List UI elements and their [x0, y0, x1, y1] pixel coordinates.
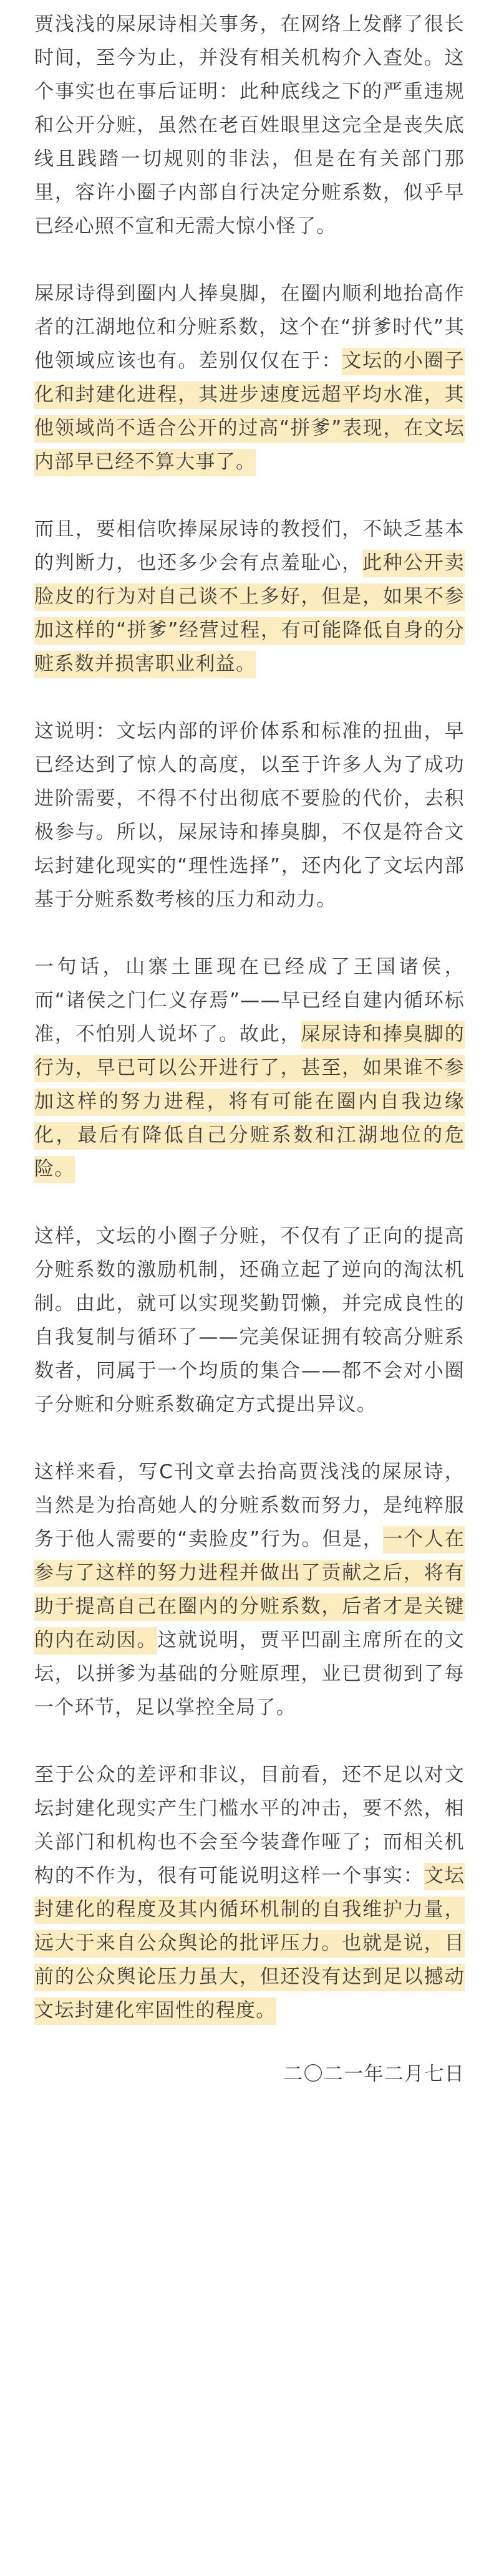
article [34, 7, 465, 2091]
paragraph-5 [34, 950, 465, 1186]
paragraph-text: 这样，文坛的小圈子分赃，不仅有了正向的提高分赃系数的激励机制，还确立起了逆向的淘汰机制。由此，就可以实现奖勤罚懒，并完成良性的自我复制与循环了——完美保证拥有较高分赃系数者，同属于一个均质的集合——都不会对小圈子分赃和分赃系数确定方式提出异议。 [34, 1225, 465, 1416]
paragraph-4 [34, 714, 465, 916]
paragraph-text: 这样来看，写C刊文章去抬高贾浅浅的屎尿诗，当然是为抬高她人的分赃系数而努力，是纯粹服务于他人需要的“卖脸皮”行为。但是， [34, 1461, 465, 1550]
paragraph-text: 屎尿诗得到圈内人捧臭脚，在圈内顺利地抬高作者的江湖地位和分赃系数，这个在“拼爹时代”其他领域应该也有。差别仅仅在于： [34, 282, 465, 372]
highlighted-text: 屎尿诗和捧臭脚的行为，早已可以公开进行了，甚至，如果谁不参加这样的努力进程，将有可能在圈内自我边缘化，最后有降低自己分赃系数和江湖地位的危险。 [34, 1021, 465, 1183]
paragraph-2 [34, 277, 465, 479]
highlighted-text: 此种公开卖脸皮的行为对自己谈不上多好，但是，如果不参加这样的“拼爹”经营过程，有可能降低自身的分赃系数并损害职业利益。 [34, 550, 465, 678]
paragraph-text: 这就说明，贾平凹副主席所在的文坛，以拼爹为基础的分赃原理，业已贯彻到了每一个环节，足以掌控全局了。 [34, 1629, 465, 1719]
paragraph-text: 这说明：文坛内部的评价体系和标准的扭曲，早已经达到了惊人的高度，以至于许多人为了成功进阶需要，不得不付出彻底不要脸的代价，去积极参与。所以，屎尿诗和捧臭脚，不仅是符合文坛封建化现实的“理性选择”，还内化了文坛内部基于分赃系数考核的压力和动力。 [34, 720, 465, 911]
paragraph-text: 一句话，山寨土匪现在已经成了王国诸侯，而“诸侯之门仁义存焉”——早已经自建内循环标准，不怕别人说坏了。故此， [34, 956, 465, 1045]
paragraph-1 [34, 7, 465, 243]
highlighted-text: 一个人在参与了这样的努力进程并做出了贡献之后，将有助于提高自己在圈内的分赃系数，后者才是关键的内在动因。 [34, 1526, 465, 1655]
paragraph-6 [34, 1219, 465, 1421]
paragraph-text: 而且，要相信吹捧屎尿诗的教授们，不缺乏基本的判断力，也还多少会有点羞耻心， [34, 518, 465, 574]
paragraph-text: 至于公众的差评和非议，目前看，还不足以对文坛封建化现实产生门槛水平的冲击，要不然，相关部门和机构也不会至今装聋作哑了；而相关机构的不作为，很有可能说明这样一个事实： [34, 1764, 465, 1887]
article-date: 二〇二一年二月七日 [283, 2063, 465, 2085]
highlighted-text: 文坛的小圈子化和封建化进程，其进步速度远超平均水准，其他领域尚不适合公开的过高“拼爹”表现，在文坛内部早已经不算大事了。 [34, 348, 465, 476]
paragraph-text: 贾浅浅的屎尿诗相关事务，在网络上发酵了很长时间，至今为止，并没有相关机构介入查处。这个事实也在事后证明：此种底线之下的严重违规和公开分赃，虽然在老百姓眼里这完全是丧失底线且践踏一切规则的非法，但是在有关部门那里，容许小圈子内部自行决定分赃系数，似乎早已经心照不宣和无需大惊小怪了。 [34, 13, 465, 238]
paragraph-7 [34, 1455, 465, 1724]
highlighted-text: 文坛封建化的程度及其内循环机制的自我维护力量，远大于来自公众舆论的批评压力。也就是说，目前的公众舆论压力虽大，但还没有达到足以撼动文坛封建化牢固性的程度。 [34, 1863, 465, 2025]
paragraph-8 [34, 1758, 465, 2027]
paragraph-3 [34, 512, 465, 681]
